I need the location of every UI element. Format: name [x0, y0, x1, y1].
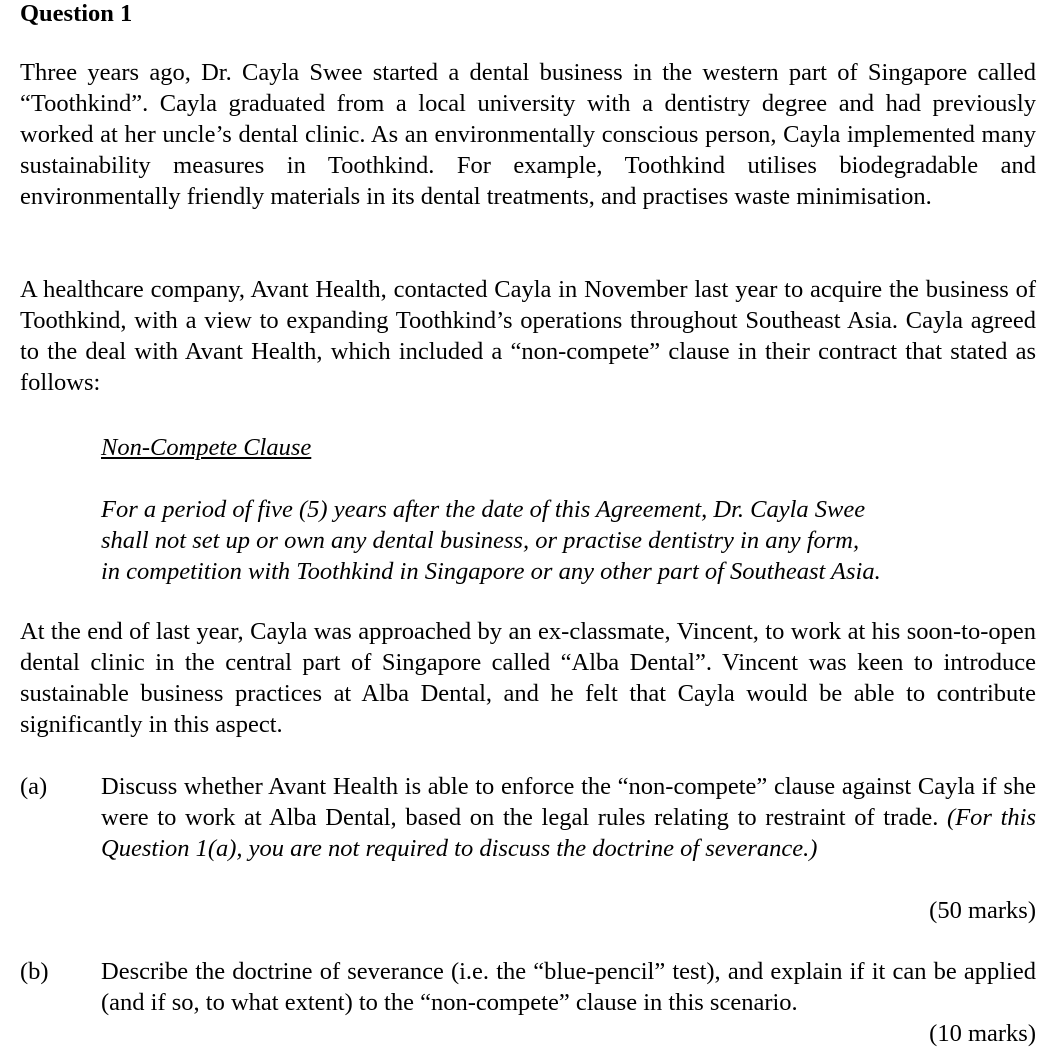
- clause-line: in competition with Toothkind in Singapore or any other part of Southeast Asia.: [101, 558, 881, 585]
- clause-line: shall not set up or own any dental business, or practise dentistry in any form,: [101, 527, 860, 554]
- question-b-label: (b): [20, 958, 49, 985]
- question-b-text: Describe the doctrine of severance (i.e. the “blue-pencil” test), and explain if it can be applied (and if so, to what extent) to the “non-compete” clause in this scenario.: [101, 958, 1036, 1016]
- question-a-label: (a): [20, 773, 48, 800]
- clause-body: [101, 494, 961, 587]
- question-a-note: (For this Question 1(a), you are not required to discuss the doctrine of severance.): [101, 804, 1037, 862]
- scenario-paragraph-1: Three years ago, Dr. Cayla Swee started a dental business in the western part of Singapore called “Toothkind”. Cayla graduated from a local university with a dentistry degree and had previously worked at her uncle’s dental clinic. As an environmentally conscious person, Cayla implemented many sustainability measures in Toothkind. For example, Toothkind utilises biodegradable and environmentally friendly materials in its dental treatments, and practises waste minimisation.: [20, 59, 1036, 210]
- question-a-body: Discuss whether Avant Health is able to enforce the “non-compete” clause against Cayla if she were to work at Alba Dental, based on the legal rules relating to restraint of trade.: [101, 773, 1036, 831]
- scenario-paragraph-2: A healthcare company, Avant Health, contacted Cayla in November last year to acquire the business of Toothkind, with a view to expanding Toothkind’s operations throughout Southeast Asia. Cayla agreed to the deal with Avant Health, which included a “non-compete” clause in their contract that stated as follows:: [20, 276, 1036, 396]
- scenario-paragraph-3: At the end of last year, Cayla was approached by an ex-classmate, Vincent, to work at his soon-to-open dental clinic in the central part of Singapore called “Alba Dental”. Vincent was keen to introduce sustainable business practices at Alba Dental, and he felt that Cayla would be able to contribute significantly in this aspect.: [20, 618, 1036, 738]
- clause-title: Non-Compete Clause: [101, 434, 312, 461]
- clause-line: For a period of five (5) years after the date of this Agreement, Dr. Cayla Swee: [101, 496, 866, 523]
- question-b-marks: (10 marks): [929, 1020, 1036, 1047]
- question-a-text: [101, 771, 1036, 864]
- question-heading: Question 1: [20, 0, 133, 27]
- question-a-marks: (50 marks): [929, 897, 1036, 924]
